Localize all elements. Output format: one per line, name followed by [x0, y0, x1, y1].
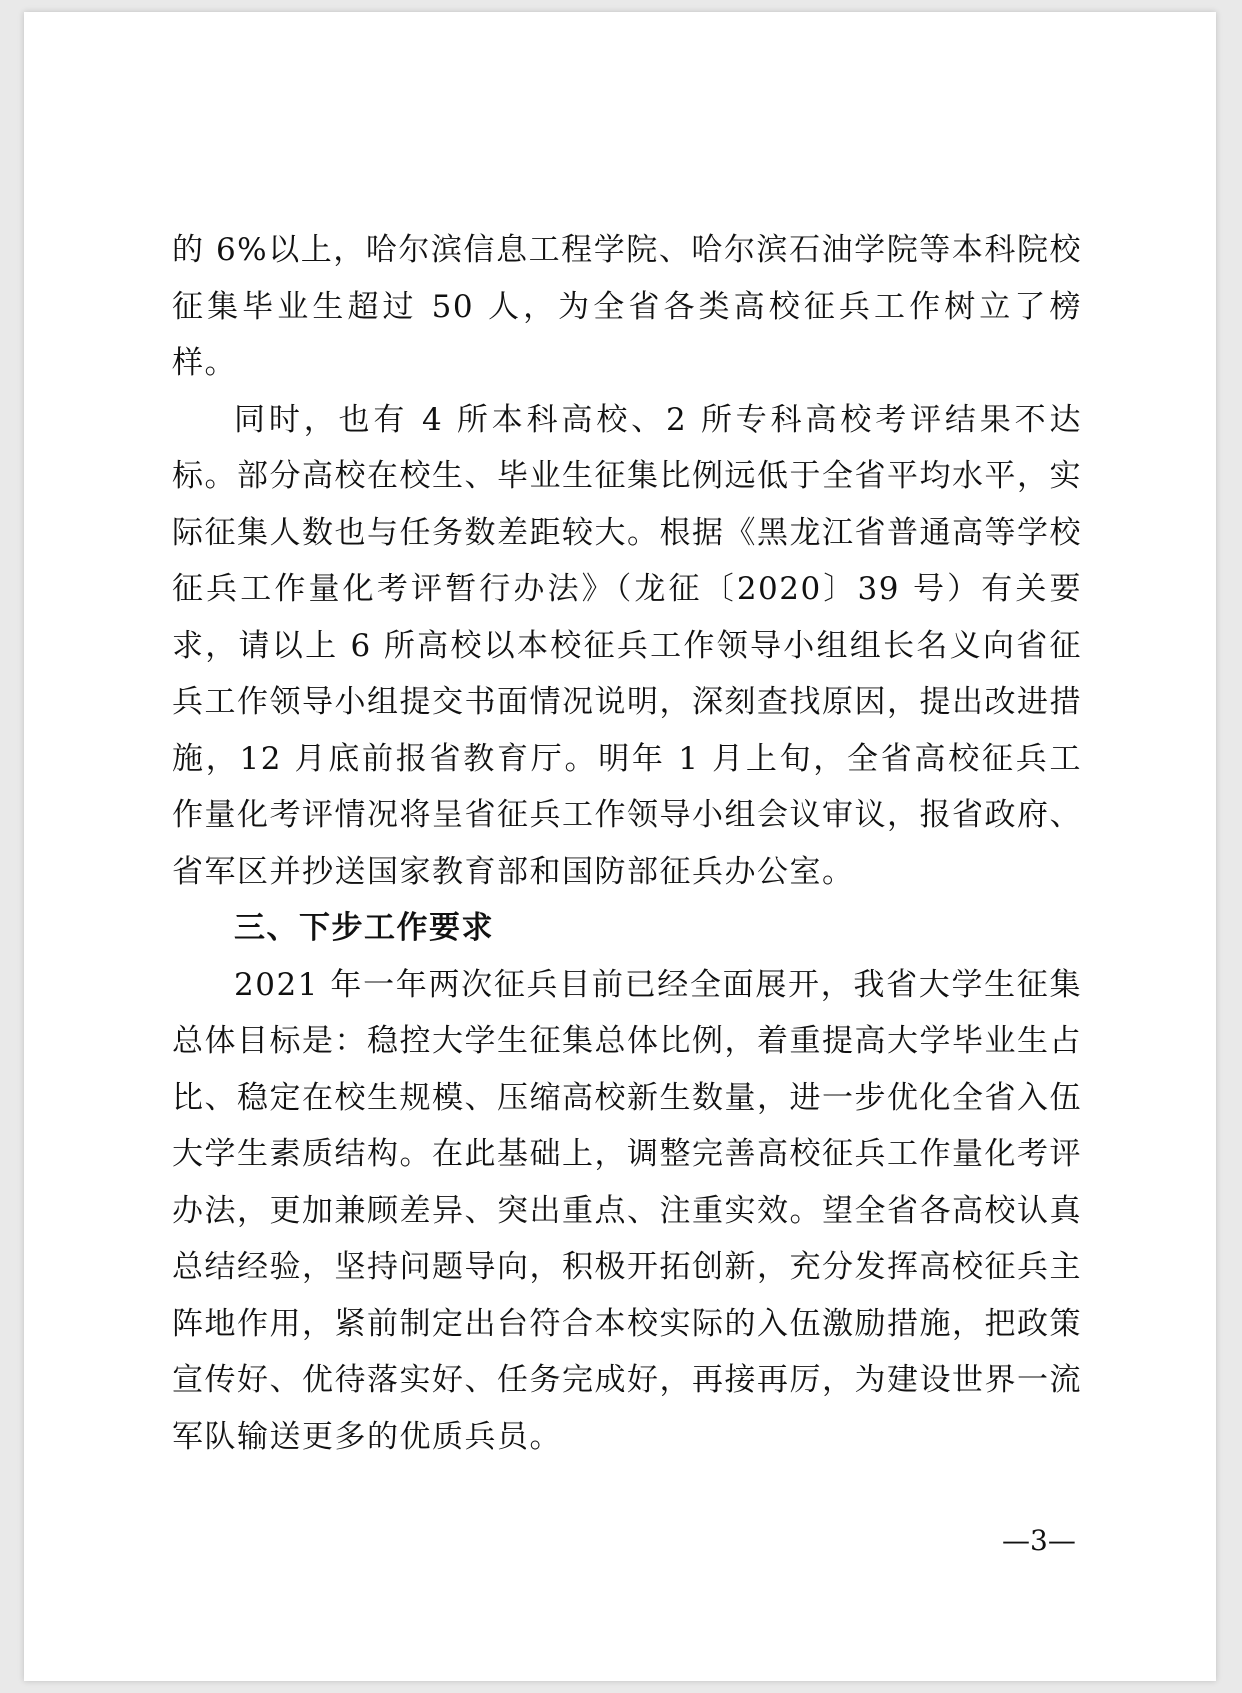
document-body: [172, 222, 1082, 1465]
document-page: [24, 12, 1216, 1681]
paragraph-3: 2021 年一年两次征兵目前已经全面展开，我省大学生征集总体目标是：稳控大学生征集总体比例，着重提高大学毕业生占比、稳定在校生规模、压缩高校新生数量，进一步优化全省入伍大学生素质结构。在此基础上，调整完善高校征兵工作量化考评办法，更加兼顾差异、突出重点、注重实效。望全省各高校认真总结经验，坚持问题导向，积极开拓创新，充分发挥高校征兵主阵地作用，紧前制定出台符合本校实际的入伍激励措施，把政策宣传好、优待落实好、任务完成好，再接再厉，为建设世界一流军队输送更多的优质兵员。: [172, 966, 1082, 1455]
page-number: —3—: [1002, 1524, 1076, 1557]
section-heading: 三、下步工作要求: [234, 910, 494, 946]
paragraph-1: 的 6%以上，哈尔滨信息工程学院、哈尔滨石油学院等本科院校征集毕业生超过 50 人，为全省各类高校征兵工作树立了榜样。: [172, 232, 1082, 381]
paragraph-2: 同时，也有 4 所本科高校、2 所专科高校考评结果不达标。部分高校在校生、毕业生征集比例远低于全省平均水平，实际征集人数也与任务数差距较大。根据《黑龙江省普通高等学校征兵工作量化考评暂行办法》（龙征〔2020〕39 号）有关要求，请以上 6 所高校以本校征兵工作领导小组组长名义向省征兵工作领导小组提交书面情况说明，深刻查找原因，提出改进措施，12 月底前报省教育厅。明年 1 月上旬，全省高校征兵工作量化考评情况将呈省征兵工作领导小组会议审议，报省政府、省军区并抄送国家教育部和国防部征兵办公室。: [172, 401, 1082, 890]
